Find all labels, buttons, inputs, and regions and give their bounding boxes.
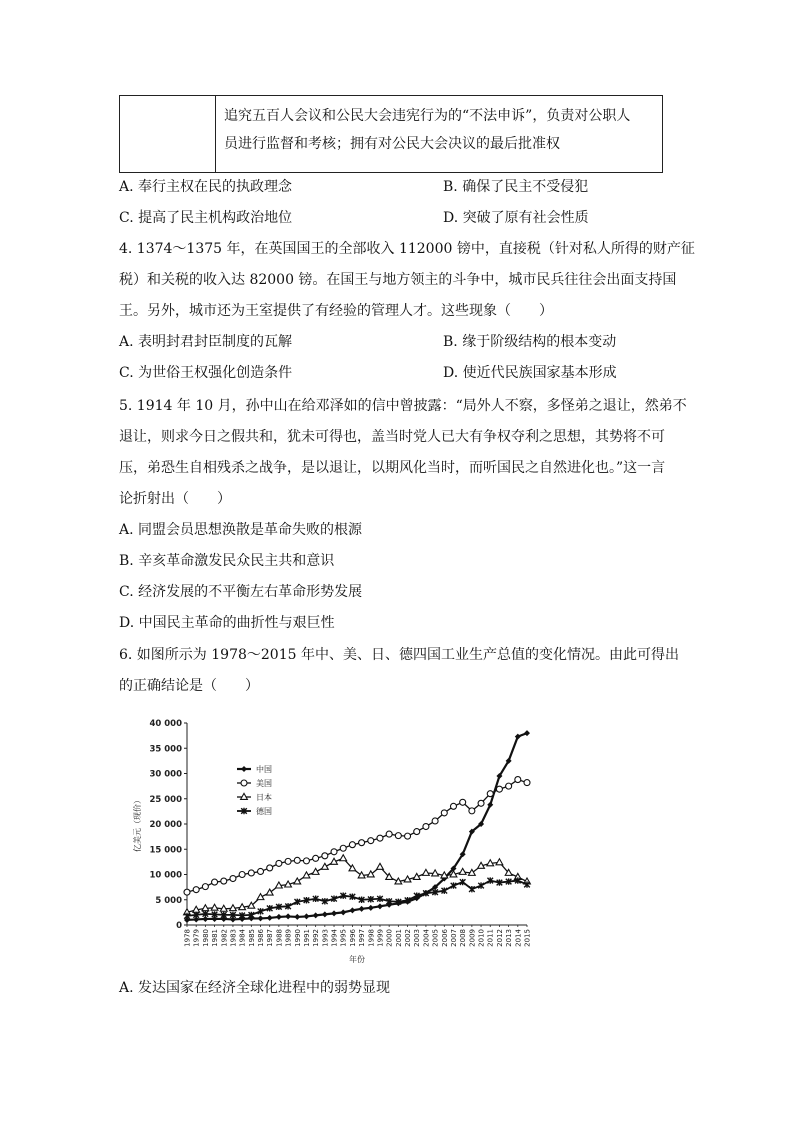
q5-option-c[interactable]: C. 经济发展的不平衡左右革命形势发展	[119, 584, 363, 600]
q5-option-b[interactable]: B. 辛亥革命激发民众民主共和意识	[119, 553, 335, 569]
x-tick-label: 2006	[440, 929, 449, 947]
data-point	[515, 734, 521, 740]
x-tick-label: 1994	[330, 929, 339, 947]
table-line-2: 员进行监督和考核；拥有对公民大会决议的最后批准权	[224, 136, 560, 152]
context-table	[119, 95, 663, 173]
x-axis-label: 年份	[349, 955, 365, 964]
legend-label: 美国	[256, 779, 272, 788]
data-point	[423, 869, 430, 875]
x-tick-label: 1993	[321, 929, 330, 947]
q5-stem-line-1: 5. 1914 年 10 月，孙中山在给邓泽如的信中曾披露：“局外人不察，多怪弟之退让，然弟不	[119, 398, 687, 414]
data-point	[266, 889, 273, 895]
data-point	[496, 786, 502, 792]
data-point	[331, 910, 337, 916]
x-tick-label: 2000	[385, 929, 394, 947]
x-tick-label: 2010	[477, 929, 486, 947]
data-point	[322, 911, 328, 917]
data-point	[258, 915, 264, 921]
data-point	[248, 870, 254, 876]
y-tick-label: 40 000	[149, 719, 182, 729]
table-line-1: 追究五百人会议和公民大会违宪行为的“不法申诉”，负责对公职人	[224, 108, 631, 124]
x-tick-label: 1980	[201, 929, 210, 947]
x-tick-label: 2002	[404, 929, 413, 947]
x-tick-label: 2015	[523, 929, 532, 947]
x-tick-label: 2003	[413, 929, 422, 947]
data-point	[496, 859, 503, 865]
y-tick-label: 30 000	[149, 769, 182, 780]
data-point	[230, 876, 236, 882]
x-tick-label: 1997	[358, 929, 367, 947]
x-tick-label: 1988	[275, 929, 284, 947]
data-point	[506, 783, 512, 789]
x-tick-label: 1987	[266, 929, 275, 947]
q4-option-b[interactable]: B. 缘于阶级结构的根本变动	[443, 334, 617, 350]
data-point	[405, 833, 411, 839]
x-tick-label: 1984	[238, 929, 247, 947]
data-point	[202, 884, 208, 890]
q4-option-a[interactable]: A. 表明封君封臣制度的瓦解	[119, 334, 293, 350]
x-tick-label: 1999	[376, 929, 385, 947]
q4-stem-line-3: 王。另外，城市还为王室提供了有经验的管理人才。这些现象（ ）	[119, 303, 553, 319]
data-point	[258, 868, 264, 874]
data-point	[395, 833, 401, 839]
y-tick-label: 0	[176, 921, 182, 931]
x-tick-label: 2007	[449, 929, 458, 947]
data-point	[276, 914, 282, 920]
table-text-cell	[216, 96, 663, 173]
legend-label: 中国	[256, 765, 272, 774]
x-tick-label: 1998	[367, 929, 376, 947]
data-point	[211, 904, 218, 910]
x-tick-label: 2001	[394, 929, 403, 947]
data-point	[313, 855, 319, 861]
data-point	[377, 863, 384, 869]
data-point	[359, 906, 365, 912]
data-point	[285, 913, 291, 919]
y-axis-label: 亿美元（现价）	[133, 796, 142, 852]
data-point	[239, 872, 245, 878]
data-point	[515, 777, 521, 783]
legend-label: 日本	[256, 793, 272, 802]
data-point	[276, 860, 282, 866]
legend-marker	[241, 766, 247, 772]
data-point	[368, 905, 374, 911]
data-point	[359, 840, 365, 846]
data-point	[184, 889, 190, 895]
data-point	[469, 808, 475, 814]
x-tick-label: 1978	[183, 929, 192, 947]
data-point	[294, 914, 300, 920]
data-point	[303, 913, 309, 919]
x-tick-label: 1981	[211, 929, 220, 947]
data-point	[423, 824, 429, 830]
x-tick-label: 1983	[229, 929, 238, 947]
data-point	[432, 818, 438, 824]
q3-option-d[interactable]: D. 突破了原有社会性质	[443, 210, 589, 226]
y-tick-label: 5 000	[155, 895, 182, 906]
q5-stem-line-4: 论折射出（ ）	[119, 491, 231, 507]
data-point	[267, 915, 273, 921]
x-tick-label: 1989	[284, 929, 293, 947]
data-point	[193, 887, 199, 893]
x-tick-label: 2005	[431, 929, 440, 947]
data-point	[524, 730, 530, 736]
q4-stem-line-1: 4. 1374～1375 年，在英国国王的全部收入 112000 镑中，直接税（针对私人所得的财产征	[119, 241, 695, 257]
data-point	[349, 907, 355, 913]
q6-option-a[interactable]: A. 发达国家在经济全球化进程中的弱势显现	[119, 980, 391, 996]
data-point	[377, 903, 383, 909]
q4-stem-line-2: 税）和关税的收入达 82000 镑。在国王与地方领主的斗争中，城市民兵往往会出面支持国	[119, 272, 677, 288]
q5-stem-line-2: 退让，则求今日之假共和，犹未可得也，盖当时党人已大有争权夺利之思想，其势将不可	[119, 429, 665, 445]
data-point	[414, 829, 420, 835]
x-tick-label: 2013	[505, 929, 514, 947]
series-line-日本	[187, 858, 527, 912]
x-tick-label: 1985	[247, 929, 256, 947]
q6-stem-line-1: 6. 如图所示为 1978～2015 年中、美、日、德四国工业生产总值的变化情况。由此可得出	[119, 647, 679, 663]
legend-label: 德国	[256, 807, 272, 816]
y-tick-label: 35 000	[149, 744, 182, 755]
table-empty-cell	[120, 96, 216, 173]
data-point	[386, 831, 392, 837]
q4-option-d[interactable]: D. 使近代民族国家基本形成	[443, 365, 617, 381]
data-point	[459, 868, 466, 874]
x-tick-label: 1982	[220, 929, 229, 947]
data-point	[303, 858, 309, 864]
y-tick-label: 10 000	[149, 870, 182, 881]
data-point	[267, 865, 273, 871]
x-tick-label: 2009	[468, 929, 477, 947]
q5-option-a[interactable]: A. 同盟会员思想涣散是革命失败的根源	[119, 522, 363, 538]
x-tick-label: 1996	[348, 929, 357, 947]
data-point	[313, 912, 319, 918]
x-tick-label: 2011	[486, 929, 495, 947]
data-point	[221, 878, 227, 884]
q5-stem-line-3: 压，弟恐生自相残杀之战争，是以退让，以期风化当时，而听国民之自然进化也。”这一言	[119, 460, 666, 476]
data-point	[450, 803, 456, 809]
x-tick-label: 2014	[514, 929, 523, 947]
data-point	[441, 810, 447, 816]
data-point	[340, 855, 347, 861]
x-tick-label: 2012	[495, 929, 504, 947]
x-tick-label: 2008	[459, 929, 468, 947]
series-line-中国	[187, 733, 527, 920]
y-tick-label: 15 000	[149, 845, 182, 856]
legend-marker	[241, 780, 247, 786]
x-tick-label: 1990	[293, 929, 302, 947]
industrial-output-chart	[120, 712, 540, 968]
x-tick-label: 1991	[302, 929, 311, 947]
x-tick-label: 2004	[422, 929, 431, 947]
data-point	[368, 838, 374, 844]
data-point	[294, 878, 301, 884]
data-point	[349, 842, 355, 848]
x-tick-label: 1979	[192, 929, 201, 947]
data-point	[322, 853, 328, 859]
data-point	[294, 857, 300, 863]
y-tick-label: 20 000	[149, 820, 182, 830]
data-point	[212, 879, 218, 885]
data-point	[340, 909, 346, 915]
q5-option-d[interactable]: D. 中国民主革命的曲折性与艰巨性	[119, 615, 335, 631]
data-point	[331, 849, 337, 855]
q3-option-a[interactable]: A. 奉行主权在民的执政理念	[119, 179, 293, 195]
data-point	[340, 845, 346, 851]
x-tick-label: 1986	[257, 929, 266, 947]
q3-option-c[interactable]: C. 提高了民主机构政治地位	[119, 210, 293, 226]
data-point	[524, 780, 530, 786]
q3-option-b[interactable]: B. 确保了民主不受侵犯	[443, 179, 589, 195]
data-point	[460, 799, 466, 805]
y-tick-label: 25 000	[149, 794, 182, 805]
data-point	[377, 835, 383, 841]
q6-stem-line-2: 的正确结论是（ ）	[119, 678, 259, 694]
x-tick-label: 1992	[312, 929, 321, 947]
x-tick-label: 1995	[339, 929, 348, 947]
data-point	[478, 800, 484, 806]
data-point	[487, 791, 493, 797]
data-point	[285, 858, 291, 864]
q4-option-c[interactable]: C. 为世俗王权强化创造条件	[119, 365, 293, 381]
